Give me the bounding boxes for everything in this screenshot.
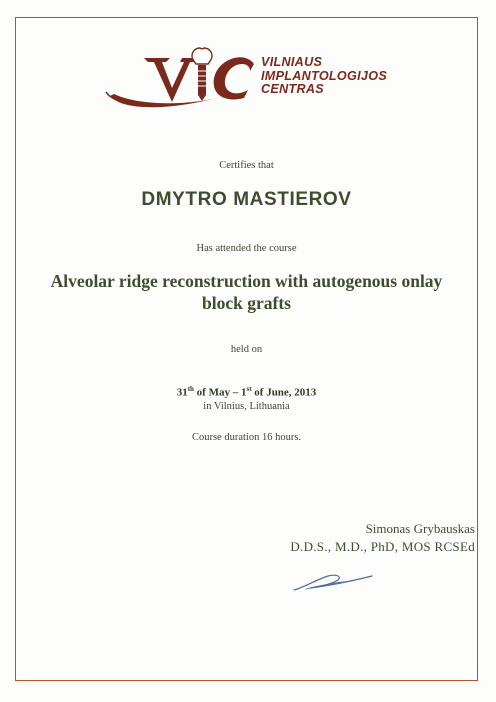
course-title — [15, 270, 478, 314]
logo-line-1: VILNIAUS — [261, 55, 323, 69]
logo-line-2: IMPLANTOLOGIJOS — [261, 68, 388, 83]
vic-logo — [104, 44, 404, 114]
attended-text: Has attended the course — [196, 243, 297, 254]
recipient-name: DMYTRO MASTIEROV — [141, 189, 352, 210]
course-dates — [15, 385, 478, 399]
course-title-line-2: block grafts — [202, 293, 291, 313]
logo-wordmark — [261, 56, 387, 97]
date-day2-suffix: st — [246, 385, 252, 393]
date-mid: of May – 1 — [193, 386, 247, 399]
date-day1-suffix: th — [187, 385, 194, 393]
logo-line-3: CENTRAS — [261, 82, 324, 96]
vic-logo-mark — [104, 44, 264, 112]
certifies-text: Certifies that — [219, 160, 274, 171]
course-duration: Course duration 16 hours. — [191, 432, 302, 443]
signatory-credentials: D.D.S., M.D., PhD, MOS RCSEd — [290, 539, 475, 554]
date-end: of June, 2013 — [251, 386, 317, 399]
date-day1: 31 — [176, 386, 188, 399]
course-title-line-1: Alveolar ridge reconstruction with autogenous onlay — [50, 271, 443, 291]
course-location: in Vilnius, Lithuania — [203, 401, 290, 412]
held-on-text: held on — [230, 344, 263, 355]
signatory-name: Simonas Grybauskas — [365, 521, 475, 536]
handwritten-signature — [292, 566, 374, 594]
